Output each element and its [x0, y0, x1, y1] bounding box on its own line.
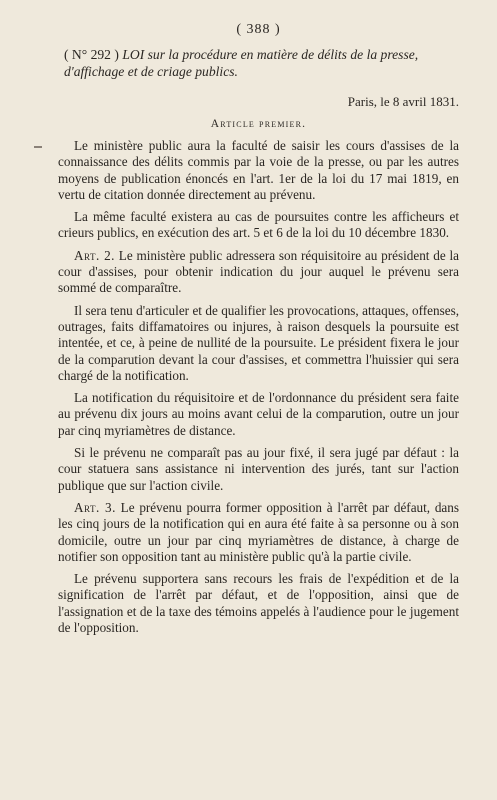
paragraph	[58, 248, 459, 297]
paragraph	[58, 390, 459, 439]
paragraph-text: Le ministère public aura la faculté de saisir les cours d'assises de la connaissance des délits commis par la voie de la presse, ou par les autres moyens de publication énoncés en l'art. 1er de la loi du 17 mai 1819, en vertu de citation donnée directement au prévenu.	[58, 138, 459, 202]
paragraph	[58, 571, 459, 636]
article-heading: Article premier.	[210, 118, 307, 130]
law-title-text: LOI sur la procédure en matière de délits de la presse, d'affichage et de criage publics.	[64, 47, 419, 79]
paragraph-text: Il sera tenu d'articuler et de qualifier les provocations, attaques, offenses, outrages, faits diffamatoires ou injures, à raison desquels la poursuite est intentée, et ce, à peine de nullité de la poursuite. Le président fixera le jour de la comparution devant la cour d'assises, et commettra l'huissier qui sera chargé de la notification.	[58, 302, 459, 383]
article-label: Art. 3.	[74, 499, 116, 515]
paragraph	[58, 209, 459, 242]
body-text	[58, 138, 459, 636]
article-label: Art. 2.	[74, 247, 115, 263]
margin-mark	[34, 146, 42, 148]
dateline: Paris, le 8 avril 1831.	[347, 94, 459, 109]
paragraph-text: Si le prévenu ne comparaît pas au jour fixé, il sera jugé par défaut : la cour statuera sans assistance ni intervention des jurés, tant sur l'action publique que sur l'action civile.	[58, 445, 459, 493]
law-number: ( N° 292 )	[64, 47, 119, 62]
paragraph-text: La notification du réquisitoire et de l'ordonnance du président sera faite au prévenu dix jours au moins avant celui de la comparution, outre un jour par cinq myriamètres de distance.	[58, 390, 459, 438]
paragraph	[58, 445, 459, 494]
paragraph-text: Le prévenu supportera sans recours les frais de l'expédition et de la signification de l'arrêt par défaut, et de l'opposition, ainsi que de l'assignation et de la taxe des témoins appelés à l'audience pour le jugement de l'opposition.	[58, 571, 459, 636]
paragraph-text: Le ministère public adressera son réquisitoire au président de la cour d'assises, pour obtenir indication du jour auquel le prévenu sera sommé de comparaître.	[58, 247, 460, 296]
paragraph	[58, 138, 459, 203]
paragraph-text: Le prévenu pourra former opposition à l'arrêt par défaut, dans les cinq jours de la notification qui en aura été faite à sa personne ou à son domicile, outre un jour par cinq myriamètres de distance, à charge de notifier son opposition tant au ministère public qu'à la partie civile.	[58, 499, 460, 564]
paragraph	[58, 500, 459, 565]
page-number: ( 388 )	[236, 22, 281, 37]
paragraph-text: La même faculté existera au cas de poursuites contre les afficheurs et crieurs publics, en exécution des art. 5 et 6 de la loi du 10 décembre 1830.	[58, 209, 459, 241]
law-title	[64, 46, 459, 80]
paragraph	[58, 303, 459, 384]
